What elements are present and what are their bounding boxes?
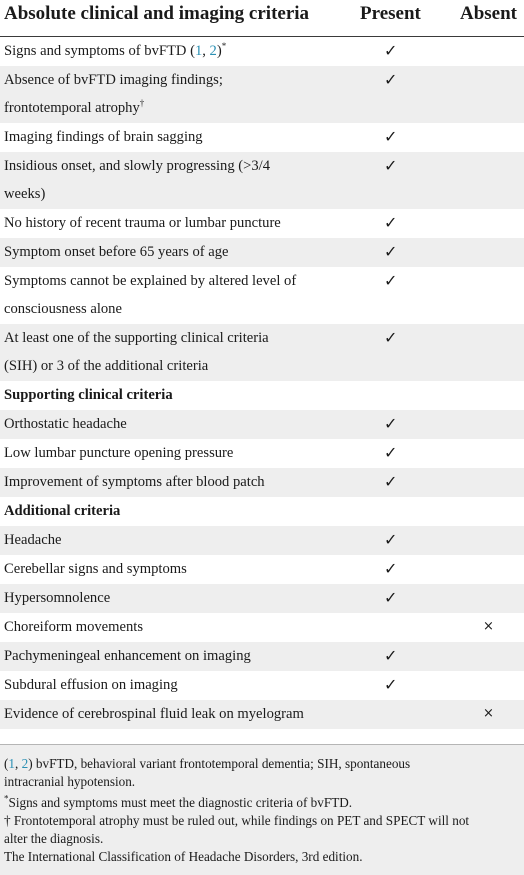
criterion-text: Orthostatic headache xyxy=(4,416,127,432)
criterion-text: Low lumbar puncture opening pressure xyxy=(4,445,234,461)
criterion-text: Absence of bvFTD imaging findings; frontotemporal atrophy† xyxy=(4,72,223,116)
present-check-icon: ✓ xyxy=(384,559,398,578)
present-check-icon: ✓ xyxy=(384,530,398,549)
table-row xyxy=(0,209,524,238)
criterion-text: Imaging findings of brain sagging xyxy=(4,129,203,145)
table-row xyxy=(0,324,524,381)
present-check-icon: ✓ xyxy=(384,213,398,232)
table-row xyxy=(0,642,524,671)
criterion-text: Pachymeningeal enhancement on imaging xyxy=(4,648,251,664)
criterion-text: Additional criteria xyxy=(4,503,121,519)
criterion-text: Signs and symptoms of bvFTD (1, 2)* xyxy=(4,41,227,59)
present-check-icon: ✓ xyxy=(384,414,398,433)
criterion-text: Insidious onset, and slowly progressing (>3/4 weeks) xyxy=(4,158,271,202)
absent-cross-icon: × xyxy=(483,706,494,721)
present-check-icon: ✓ xyxy=(384,127,398,146)
present-check-icon: ✓ xyxy=(384,328,398,347)
criterion-text: Choreiform movements xyxy=(4,619,144,635)
table-row xyxy=(0,152,524,209)
table-row xyxy=(0,700,524,729)
present-check-icon: ✓ xyxy=(384,271,398,290)
citation-link-1[interactable]: 1 xyxy=(194,43,203,59)
table-row xyxy=(0,439,524,468)
table-footnotes xyxy=(0,744,524,875)
footnote-abbreviations: (1, 2) bvFTD, behavioral variant frontotemporal dementia; SIH, spontaneous intracranial hypotension. xyxy=(4,756,411,789)
table-row xyxy=(0,123,524,152)
present-check-icon: ✓ xyxy=(384,41,398,60)
table-row xyxy=(0,613,524,642)
table-row xyxy=(0,410,524,439)
header-absent: Absent xyxy=(460,3,518,24)
present-check-icon: ✓ xyxy=(384,156,398,175)
criterion-text: Hypersomnolence xyxy=(4,590,111,606)
table-row xyxy=(0,468,524,497)
present-check-icon: ✓ xyxy=(384,646,398,665)
present-check-icon: ✓ xyxy=(384,472,398,491)
criterion-text: Supporting clinical criteria xyxy=(4,387,173,403)
present-check-icon: ✓ xyxy=(384,675,398,694)
footnote-dagger: † Frontotemporal atrophy must be ruled out, while findings on PET and SPECT will not alter the diagnosis. xyxy=(4,813,470,846)
criterion-text: Symptoms cannot be explained by altered level of consciousness alone xyxy=(4,273,297,317)
criterion-text: At least one of the supporting clinical criteria (SIH) or 3 of the additional criteria xyxy=(4,330,269,374)
present-check-icon: ✓ xyxy=(384,588,398,607)
header-present: Present xyxy=(360,3,421,24)
table-row xyxy=(0,584,524,613)
table-row xyxy=(0,555,524,584)
table-row xyxy=(0,66,524,123)
footnote-source: The International Classification of Headache Disorders, 3rd edition. xyxy=(4,849,363,864)
table-row xyxy=(0,267,524,324)
present-check-icon: ✓ xyxy=(384,443,398,462)
absent-cross-icon: × xyxy=(483,619,494,634)
table-row xyxy=(0,37,524,66)
criterion-text: No history of recent trauma or lumbar puncture xyxy=(4,215,281,231)
header-criteria: Absolute clinical and imaging criteria xyxy=(4,3,310,24)
criterion-text: Evidence of cerebrospinal fluid leak on myelogram xyxy=(4,706,304,722)
citation-link-2[interactable]: 2 xyxy=(209,43,217,59)
section-heading-row xyxy=(0,497,524,526)
citation-link-2[interactable]: 2 xyxy=(21,756,29,771)
table-row xyxy=(0,671,524,700)
table-row xyxy=(0,238,524,267)
criterion-text: Improvement of symptoms after blood patch xyxy=(4,474,265,490)
criterion-text: Subdural effusion on imaging xyxy=(4,677,178,693)
table-header xyxy=(0,0,524,37)
section-heading-row xyxy=(0,381,524,410)
criterion-text: Headache xyxy=(4,532,62,548)
present-check-icon: ✓ xyxy=(384,242,398,261)
criterion-text: Symptom onset before 65 years of age xyxy=(4,244,229,260)
table-row xyxy=(0,526,524,555)
citation-link-1[interactable]: 1 xyxy=(8,756,15,771)
present-check-icon: ✓ xyxy=(384,70,398,89)
footnote-star: *Signs and symptoms must meet the diagnostic criteria of bvFTD. xyxy=(4,793,353,810)
criterion-text: Cerebellar signs and symptoms xyxy=(4,561,187,577)
